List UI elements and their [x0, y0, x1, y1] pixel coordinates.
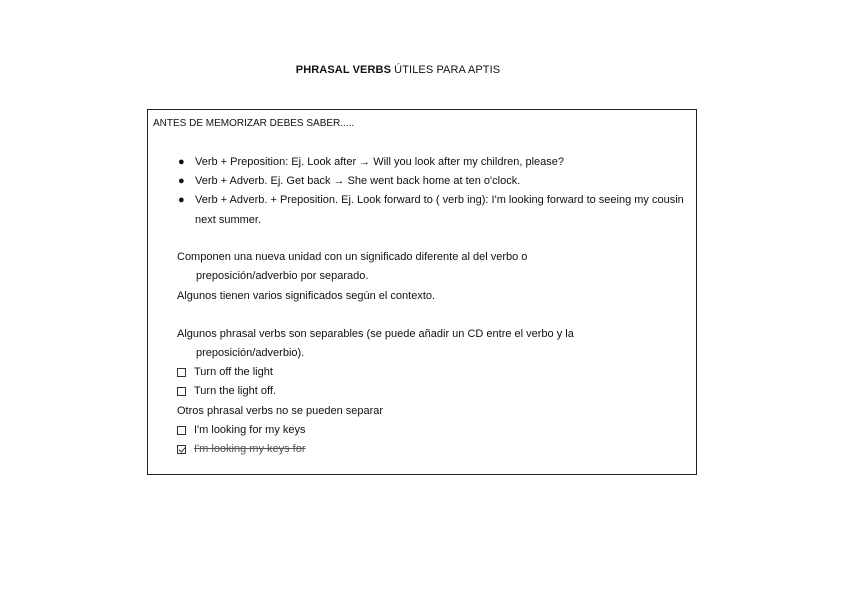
paragraph-meaning — [177, 248, 687, 286]
checklist-text: Turn the light off. — [194, 385, 276, 397]
intro-text: ANTES DE MEMORIZAR DEBES SABER..... — [153, 118, 355, 129]
bullet-item — [148, 191, 696, 229]
paragraph-line: Algunos phrasal verbs son separables (se puede añadir un CD entre el verbo y la — [177, 328, 574, 340]
checklist-text: I'm looking for my keys — [194, 424, 306, 436]
bullet-text: Verb + Preposition: Ej. Look after → Will you look after my children, please? — [195, 156, 564, 168]
paragraph-separable — [177, 325, 687, 363]
paragraph-line: preposición/adverbio). — [196, 347, 305, 360]
checklist-text: Turn off the light — [194, 366, 273, 378]
title-bold: PHRASAL VERBS — [295, 64, 392, 76]
bullet-text: Verb + Adverb. + Preposition. Ej. Look forward to ( verb ing): I'm looking forward to seeing my cousin next summer. — [195, 194, 684, 226]
bullet-list — [148, 153, 696, 230]
checklist-item — [177, 382, 276, 401]
paragraph-context: Algunos tienen varios significados según el contexto. — [177, 290, 436, 302]
checklist-item — [177, 421, 306, 440]
checkbox-checked[interactable] — [177, 445, 186, 454]
bullet-item — [148, 153, 696, 172]
bullet-text: Verb + Adverb. Ej. Get back → She went back home at ten o'clock. — [195, 175, 521, 188]
paragraph-line: preposición/adverbio por separado. — [196, 270, 369, 283]
bullet-dot-icon: ● — [178, 175, 185, 188]
paragraph-line: Componen una nueva unidad con un significado diferente al del verbo o — [177, 251, 528, 263]
bullet-item — [148, 172, 696, 191]
checkbox-unchecked[interactable] — [177, 368, 186, 377]
checkbox-unchecked[interactable] — [177, 387, 186, 396]
bullet-dot-icon: ● — [178, 156, 185, 168]
bullet-dot-icon: ● — [178, 194, 185, 207]
checkbox-unchecked[interactable] — [177, 426, 186, 435]
checklist-text-struck: I'm looking my keys for — [194, 443, 306, 455]
content-box — [147, 109, 697, 475]
document-title — [0, 64, 796, 76]
paragraph-inseparable: Otros phrasal verbs no se pueden separar — [177, 405, 384, 417]
checklist-item — [177, 363, 273, 382]
checklist-item — [177, 440, 306, 459]
title-rest: ÚTILES PARA APTIS — [391, 64, 501, 76]
